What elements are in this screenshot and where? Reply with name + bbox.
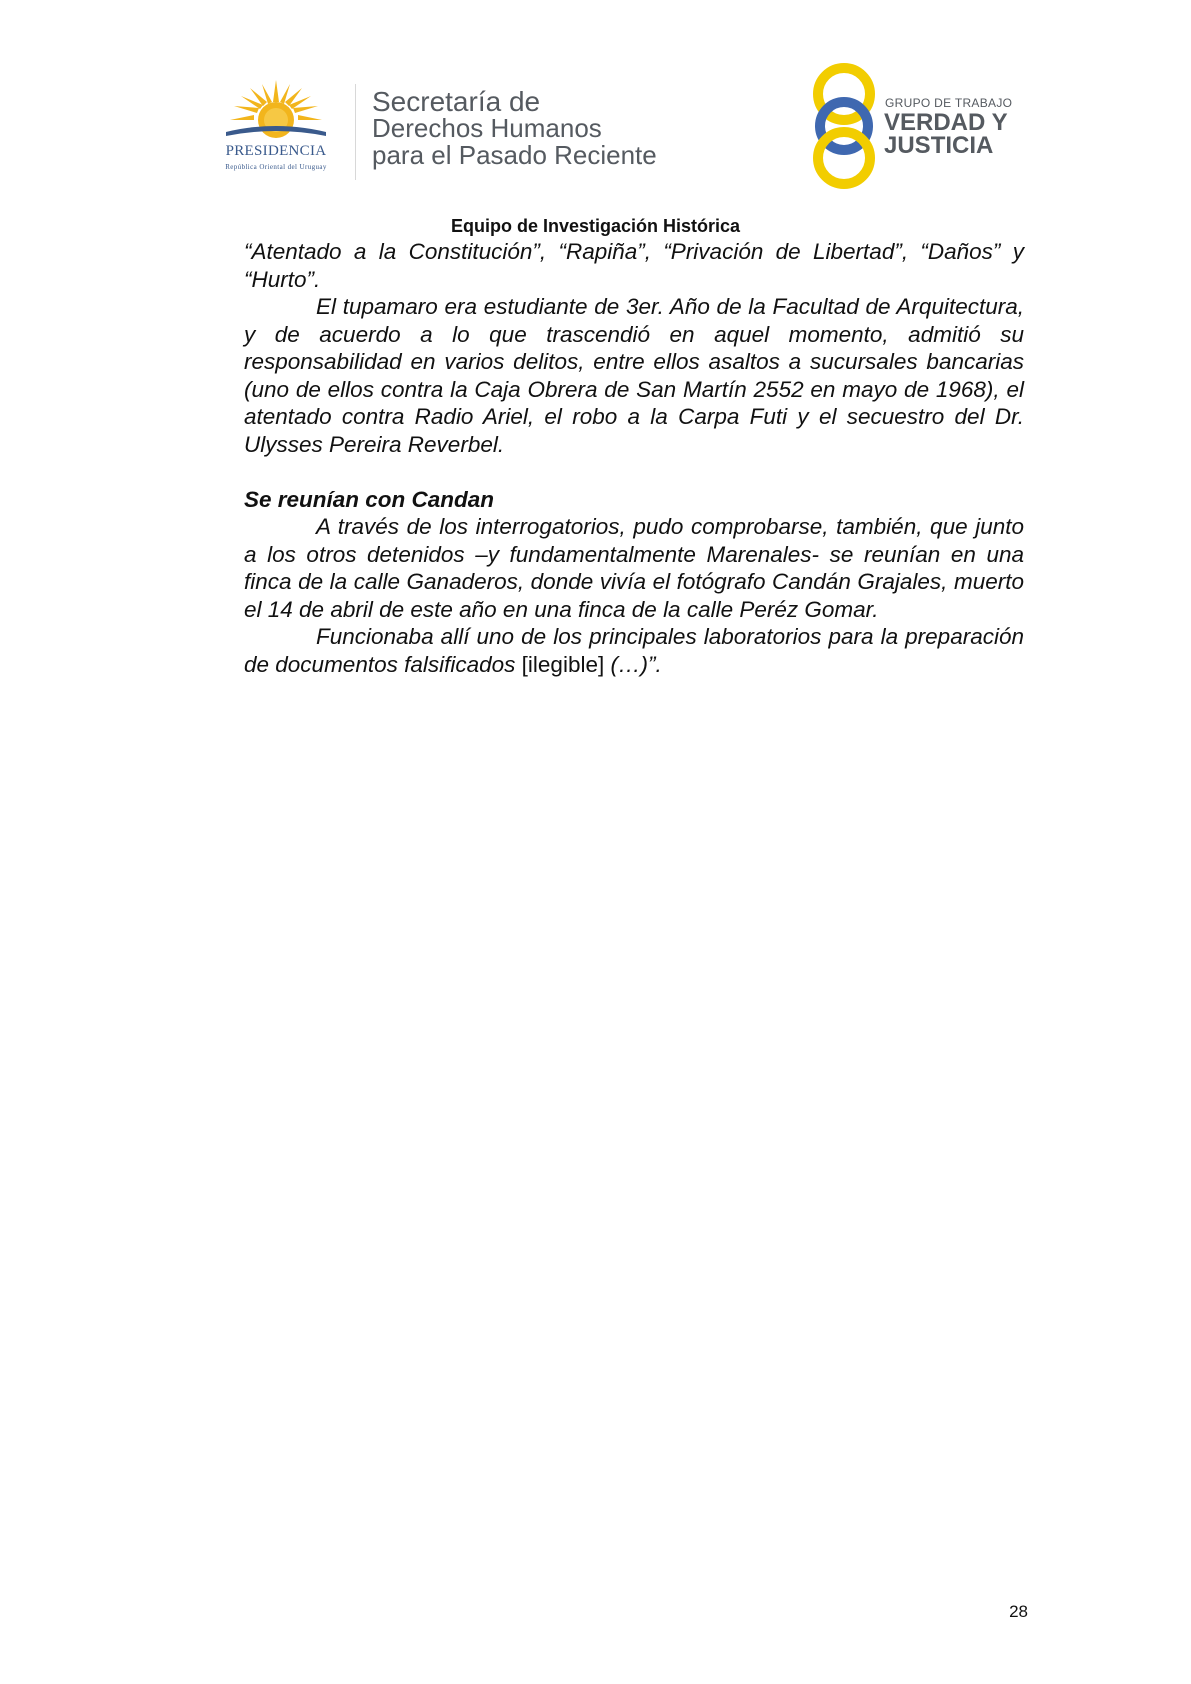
presidencia-subtitle: República Oriental del Uruguay <box>225 163 327 171</box>
justicia-label: JUSTICIA <box>884 132 994 159</box>
paragraph: “Atentado a la Constitución”, “Rapiña”, “Privación de Libertad”, “Daños” y “Hurto”. <box>244 239 1024 292</box>
paragraph-ending: (…)”. <box>610 651 662 677</box>
team-title: Equipo de Investigación Histórica <box>450 216 741 236</box>
secretaria-logo-text <box>372 88 657 169</box>
letterhead <box>0 0 1191 200</box>
grupo-trabajo-label: GRUPO DE TRABAJO <box>885 96 1013 110</box>
grupo-trabajo-logo <box>808 60 1028 190</box>
secretaria-line-2: Derechos Humanos <box>372 113 602 143</box>
paragraph: A través de los interrogatorios, pudo comprobarse, también, que junto a los otros detenidos –y fundamentalmente Marenales- se reunían en una finca de la calle Ganaderos, donde vivía el fotógrafo Candán Grajales, muerto el 14 de abril de este año en una finca de la calle Peréz Gomar. <box>244 514 1024 622</box>
paragraph <box>244 623 1024 678</box>
header-divider <box>355 84 356 180</box>
document-body <box>244 238 1024 678</box>
paragraph-spacer <box>244 458 1024 486</box>
presidencia-name: PRESIDENCIA <box>225 143 327 159</box>
secretaria-line-3: para el Pasado Reciente <box>372 140 657 170</box>
sun-emblem-icon <box>226 80 326 142</box>
secretaria-line-1: Secretaría de <box>372 86 541 117</box>
page-number: 28 <box>1009 1602 1028 1621</box>
interlocked-rings-icon <box>808 60 880 190</box>
paragraph: El tupamaro era estudiante de 3er. Año de la Facultad de Arquitectura, y de acuerdo a lo que trascendió en aquel momento, admitió su responsabilidad en varios delitos, entre ellos asaltos a sucursales bancarias (uno de ellos contra la Caja Obrera de San Martín 2552 en mayo de 1968), el atentado contra Radio Ariel, el robo a la Carpa Futi y el secuestro del Dr. Ulysses Pereira Reverbel. <box>244 294 1024 457</box>
paragraph-text: Funcionaba allí uno de los principales laboratorios para la preparación de documentos falsificados <box>244 624 1024 677</box>
illegible-marker: [ilegible] <box>521 651 605 677</box>
section-heading: Se reunían con Candan <box>244 486 495 512</box>
presidencia-logo <box>196 80 356 180</box>
verdad-label: VERDAD Y <box>884 109 1008 136</box>
